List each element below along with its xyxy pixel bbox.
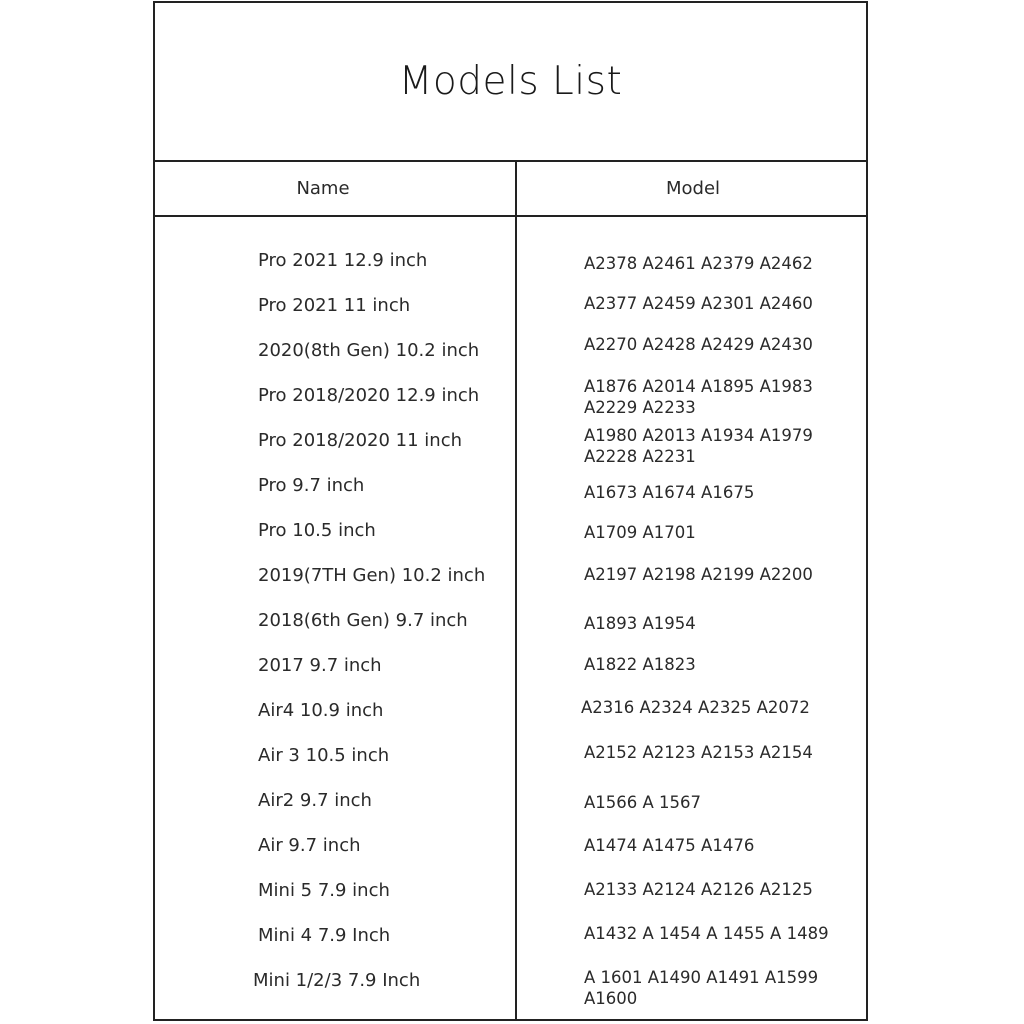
row-name: Mini 5 7.9 inch: [258, 880, 390, 901]
row-name: Pro 2018/2020 11 inch: [258, 430, 463, 451]
row-name: 2020(8th Gen) 10.2 inch: [258, 340, 480, 361]
column-header-name: Name: [296, 178, 350, 199]
page-title: Models List: [398, 59, 623, 104]
title-section: [155, 3, 866, 162]
row-name: Pro 9.7 inch: [258, 475, 365, 496]
table-row: [155, 217, 866, 273]
row-model: A2270 A2428 A2429 A2430: [584, 335, 813, 354]
row-model: A2316 A2324 A2325 A2072: [581, 698, 810, 717]
row-name: Pro 10.5 inch: [258, 520, 376, 541]
row-model: A2133 A2124 A2126 A2125: [584, 880, 813, 899]
table-row: [155, 712, 866, 766]
row-name: Mini 1/2/3 7.9 Inch: [253, 970, 421, 991]
row-model: A1893 A1954: [584, 614, 696, 633]
table-row: [155, 397, 866, 466]
models-table: [153, 1, 868, 1021]
table-row: [155, 622, 866, 676]
row-model: A 1601 A1490 A1491 A1599 A1600: [584, 968, 819, 1008]
row-model: A1709 A1701: [584, 523, 696, 542]
table-row: [155, 307, 866, 361]
table-row: [155, 352, 866, 417]
row-name: Pro 2018/2020 12.9 inch: [258, 385, 480, 406]
row-name: 2017 9.7 inch: [258, 655, 382, 676]
row-name: Air2 9.7 inch: [258, 790, 372, 811]
table-row: [155, 937, 866, 1008]
row-model: A2197 A2198 A2199 A2200: [584, 565, 813, 584]
table-row: [155, 757, 866, 812]
table-row: [155, 532, 866, 586]
row-model: A1876 A2014 A1895 A1983 A2229 A2233: [584, 377, 813, 417]
table-row: [155, 802, 866, 856]
row-model: A1566 A 1567: [584, 793, 702, 812]
column-header-model: Model: [665, 178, 721, 199]
table-header-row: [155, 162, 866, 217]
row-model: A2377 A2459 A2301 A2460: [584, 294, 813, 313]
row-model: A2152 A2123 A2153 A2154: [584, 743, 813, 762]
row-name: 2018(6th Gen) 9.7 inch: [258, 610, 468, 631]
row-model: A1822 A1823: [584, 655, 696, 674]
table-row: [155, 892, 866, 946]
row-model: A1673 A1674 A1675: [584, 483, 755, 502]
row-name: Mini 4 7.9 Inch: [258, 925, 391, 946]
row-model: A1432 A 1454 A 1455 A 1489: [584, 924, 829, 943]
row-name: Air 3 10.5 inch: [258, 745, 390, 766]
row-name: Pro 2021 11 inch: [258, 295, 411, 316]
table-row: [155, 667, 866, 721]
row-name: Air 9.7 inch: [258, 835, 361, 856]
table-row: [155, 262, 866, 316]
row-model: A2378 A2461 A2379 A2462: [584, 254, 813, 273]
row-name: 2019(7TH Gen) 10.2 inch: [258, 565, 486, 586]
table-body: [155, 217, 866, 1021]
row-name: Pro 2021 12.9 inch: [258, 250, 428, 271]
table-row: [155, 487, 866, 542]
table-row: [155, 847, 866, 901]
table-row: [155, 442, 866, 502]
row-name: Air4 10.9 inch: [258, 700, 384, 721]
row-model: A1980 A2013 A1934 A1979 A2228 A2231: [584, 426, 813, 466]
table-row: [155, 577, 866, 633]
row-model: A1474 A1475 A1476: [584, 836, 755, 855]
